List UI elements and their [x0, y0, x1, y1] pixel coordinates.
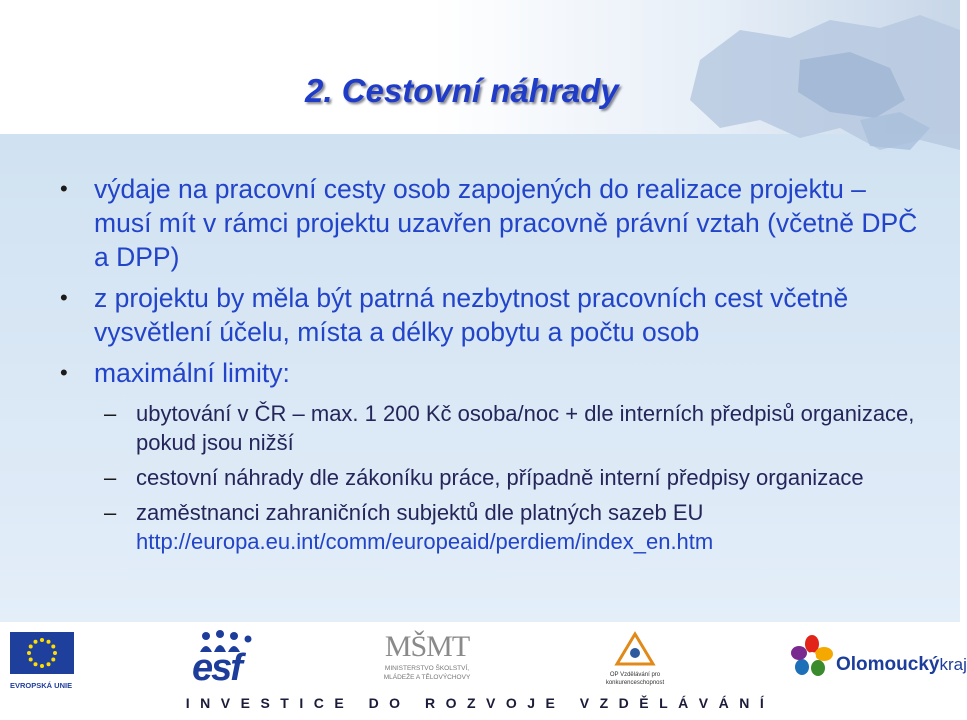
- czech-map-decoration: [660, 0, 960, 160]
- dash-icon: –: [104, 465, 117, 490]
- slide-content: [60, 172, 930, 562]
- bullet-item: [60, 172, 930, 274]
- region-suffix: kraj: [939, 655, 967, 674]
- msmt-logo: [372, 630, 482, 690]
- bullet-dot-icon: •: [60, 360, 68, 385]
- region-name: Olomoucký: [836, 654, 940, 675]
- bullet-item: [60, 281, 930, 349]
- dash-icon: –: [104, 500, 117, 525]
- flower-icon: [790, 634, 834, 678]
- footer-logo-bar: [0, 622, 967, 720]
- eu-label: EVROPSKÁ UNIE: [10, 681, 73, 690]
- bullet-text: z projektu by měla být patrná nezbytnost pracovních cest včetně vysvětlení účelu, místa a délky pobytu a počtu osob: [94, 283, 849, 347]
- msmt-label: MINISTERSTVO ŠKOLSTVÍ, MLÁDEŽE A TĚLOVÝCHOVY: [383, 665, 471, 681]
- sub-item: [60, 399, 930, 457]
- bullet-item: [60, 356, 930, 390]
- op-vk-emblem-icon: [615, 632, 655, 666]
- bullet-text: výdaje na pracovní cesty osob zapojených do realizace projektu – musí mít v rámci projektu uzavřen pracovně právní vztah (včetně DPČ a DPP): [94, 174, 918, 272]
- sub-item-text: cestovní náhrady dle zákoníku práce, případně interní předpisy organizace: [136, 465, 864, 490]
- olomoucky-kraj-logo: [790, 632, 967, 688]
- sub-item: [60, 463, 930, 492]
- sub-item: [60, 498, 930, 556]
- bullet-dot-icon: •: [60, 285, 68, 310]
- footer-tagline: INVESTICE DO ROZVOJE VZDĚLÁVÁNÍ: [185, 695, 775, 711]
- sub-item-text: ubytování v ČR – max. 1 200 Kč osoba/noc + dle interních předpisů organizace, pokud jsou nižší: [136, 401, 915, 455]
- dash-icon: –: [104, 401, 117, 426]
- eu-logo: [10, 632, 74, 690]
- region-wordmark: [836, 654, 967, 676]
- bullet-text: maximální limity:: [94, 358, 290, 388]
- bullet-dot-icon: •: [60, 176, 68, 201]
- op-vk-logo: [600, 632, 670, 688]
- esf-logo: [192, 630, 262, 690]
- msmt-mark: MŠMT: [384, 630, 470, 663]
- perdiem-link[interactable]: http://europa.eu.int/comm/europeaid/perdiem/index_en.htm: [136, 529, 714, 554]
- eu-flag-icon: [10, 632, 74, 674]
- esf-label: esf: [192, 647, 241, 689]
- op-vk-label: OP Vzdělávání pro konkurenceschopnost: [605, 672, 665, 686]
- sub-item-text: zaměstnanci zahraničních subjektů dle platných sazeb EU: [136, 500, 704, 525]
- slide-title: 2. Cestovní náhrady: [305, 72, 619, 109]
